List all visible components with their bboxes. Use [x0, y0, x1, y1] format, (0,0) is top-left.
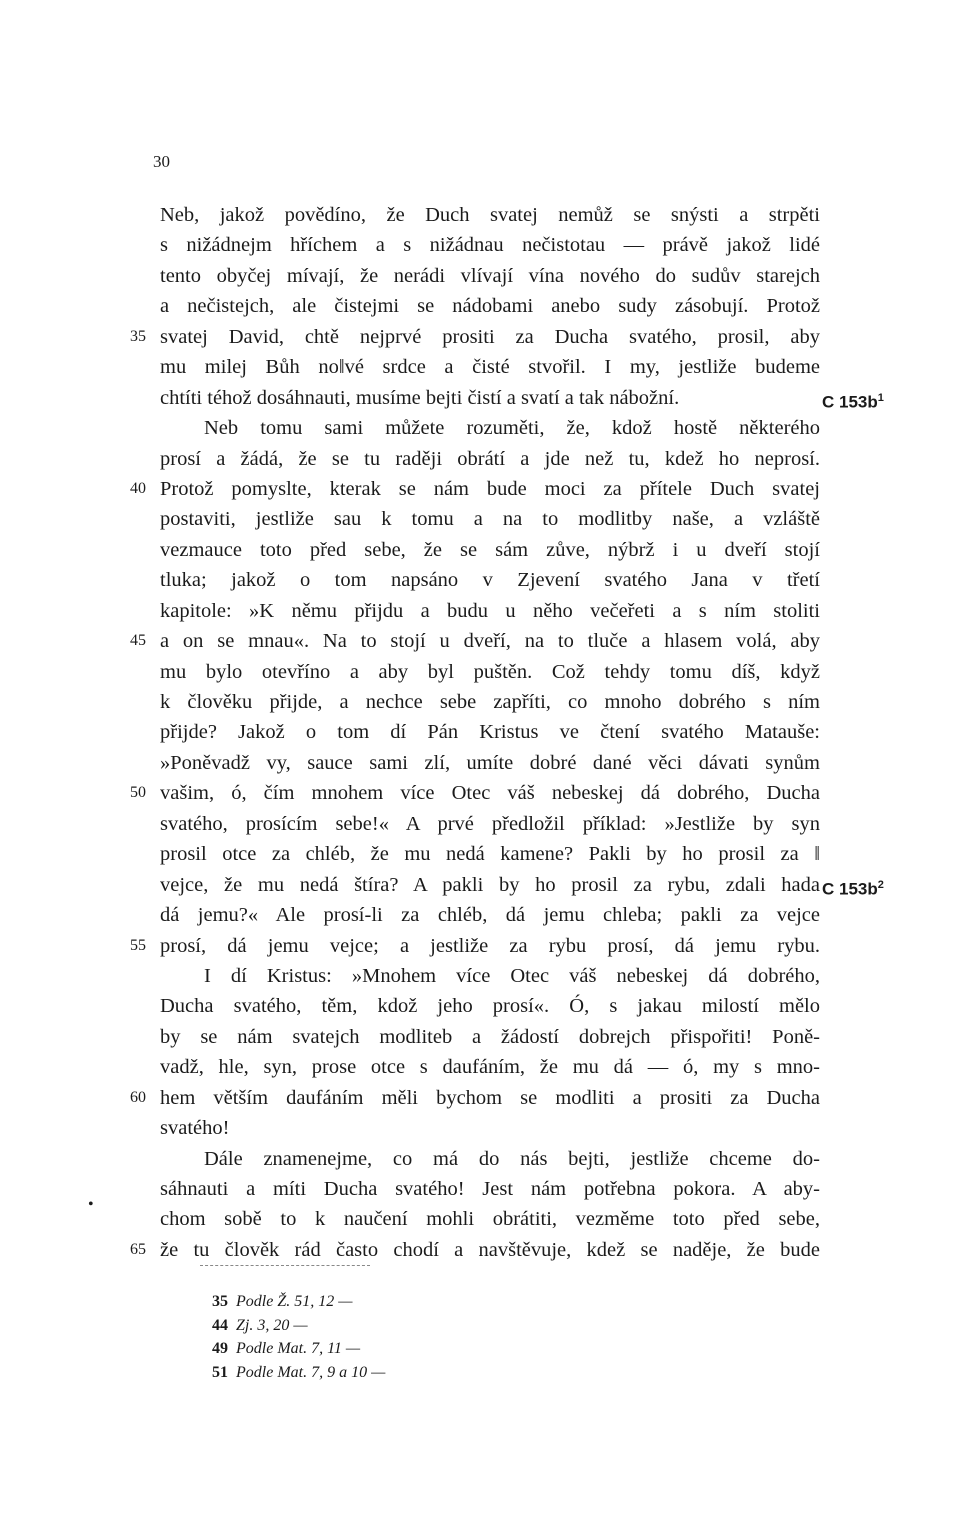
footnote-number: 51	[212, 1363, 228, 1381]
text-line	[160, 230, 820, 260]
line-text: kapitole: »K němu přijdu a budu u něho večeřeti a s ním stoliti	[160, 599, 820, 622]
line-number: 40	[130, 479, 146, 497]
line-number: 35	[130, 327, 146, 345]
footnote	[212, 1314, 385, 1338]
margin-reference-sup: 2	[877, 878, 884, 891]
line-text: »Poněvadž vy, sauce sami zlí, umíte dobré dané věci dávati synům	[160, 751, 820, 774]
text-line	[160, 687, 820, 717]
text-line	[160, 809, 820, 839]
footnote-number: 49	[212, 1340, 228, 1357]
text-line	[160, 1022, 820, 1052]
text-line	[130, 931, 820, 961]
text-line	[130, 1235, 820, 1265]
line-text: I dí Kristus: »Mnohem více Otec váš nebeskej dá dobrého,	[204, 964, 820, 987]
margin-reference-text: C 153b	[822, 392, 878, 412]
margin-reference-text: C 153b	[822, 879, 878, 899]
footnote-text: Podle Ž. 51, 12 —	[236, 1293, 353, 1310]
line-text: dá jemu?« Ale prosí-li za chléb, dá jemu chleba; pakli za vejce	[160, 904, 820, 927]
line-number: 55	[130, 936, 146, 954]
line-text: a on se mnau«. Na to stojí u dveří, na to tluče a hlasem volá, aby	[160, 630, 820, 653]
text-line	[160, 961, 820, 991]
page-number: 30	[153, 152, 170, 171]
line-text: chtíti téhož dosáhnauti, musíme bejti čistí a svatí a tak nábožní.	[160, 386, 680, 409]
line-text: vašim, ó, čím mnohem více Otec váš nebeskej dá dobrého, Ducha	[160, 782, 820, 805]
line-text: tento obyčej mívají, že nerádi vlívají vína nového do sudův starejch	[160, 264, 820, 287]
text-line	[160, 596, 820, 626]
line-text: hem větším daufáním měli bychom se modliti a prositi za Ducha	[160, 1086, 820, 1109]
margin-reference-sup: 1	[877, 391, 884, 404]
text-line	[160, 900, 820, 930]
line-number: 60	[130, 1088, 146, 1106]
footnote	[212, 1337, 385, 1361]
text-line	[160, 413, 820, 443]
line-text: a nečistejch, ale čistejmi se nádobami anebo sudy zásobují. Protož	[160, 295, 820, 318]
line-text: Protož pomyslte, kterak se nám bude moci za přítele Duch svatej	[160, 477, 820, 500]
text-line	[160, 200, 820, 230]
line-text: prosí, dá jemu vejce; a jestliže za rybu prosí, dá jemu rybu.	[160, 934, 820, 957]
line-text: chom sobě to k naučení mohli obrátiti, vezměme toto před sebe,	[160, 1208, 820, 1231]
text-line	[160, 1174, 820, 1204]
line-text: sáhnauti a míti Ducha svatého! Jest nám potřebna pokora. A aby-	[160, 1178, 820, 1200]
main-text	[130, 200, 884, 1265]
text-line	[160, 1113, 820, 1143]
text-line	[160, 352, 820, 382]
margin-reference	[822, 870, 884, 905]
line-text: mu bylo otevříno a aby byl puštěn. Což tehdy tomu díš, když	[160, 660, 820, 683]
line-text: mu milej Bůh no‖vé srdce a čisté stvořil. I my, jestliže budeme	[160, 356, 820, 379]
text-line	[160, 504, 820, 534]
footnote-divider	[200, 1265, 370, 1266]
line-text: by se nám svatejch modliteb a žádostí dobrejch přispořiti! Poně-	[160, 1025, 820, 1048]
text-line	[160, 535, 820, 565]
footnote	[212, 1290, 385, 1314]
text-line	[130, 1083, 820, 1113]
stray-dot-mark: •	[88, 1196, 94, 1213]
line-text: Neb tomu sami můžete rozuměti, že, kdož hostě některého	[204, 417, 820, 440]
text-line	[160, 1204, 820, 1234]
text-line	[130, 322, 820, 352]
footnotes	[212, 1290, 385, 1384]
footnote-number: 35	[212, 1293, 228, 1310]
text-line	[160, 1052, 820, 1082]
line-text: vejce, že mu nedá štíra? A pakli by ho prosil za rybu, zdali hada	[160, 873, 820, 896]
line-text: Dále znamenejme, co má do nás bejti, jestliže chceme do-	[204, 1147, 820, 1170]
footnote-text: Podle Mat. 7, 11 —	[236, 1340, 361, 1357]
text-line	[130, 778, 820, 808]
text-line	[160, 291, 820, 321]
line-text: postaviti, jestliže sau k tomu a na to modlitby naše, a vzláště	[160, 508, 820, 531]
text-line	[160, 657, 820, 687]
line-text: svatej David, chtě nejprvé prositi za Ducha svatého, prosil, aby	[160, 325, 820, 348]
line-number: 50	[130, 784, 146, 802]
text-line	[160, 870, 884, 900]
line-text: vadž, hle, syn, prose otce s daufáním, že mu dá — ó, my s mno-	[160, 1056, 820, 1079]
line-text: tluka; jakož o tom napsáno v Zjevení svatého Jana v třetí	[160, 569, 820, 592]
line-number: 45	[130, 632, 146, 650]
line-text: s nižádnejm hříchem a s nižádnau nečistotau — právě jakož lidé	[160, 234, 820, 257]
text-line	[160, 717, 820, 747]
text-line	[130, 474, 820, 504]
line-text: prosí a žádá, že se tu raději obrátí a jde než tu, kdež ho neprosí.	[160, 447, 820, 470]
line-text: přijde? Jakož o tom dí Pán Kristus ve čtení svatého Matauše:	[160, 721, 820, 744]
text-line	[160, 261, 820, 291]
text-line	[160, 1144, 820, 1174]
line-text: že tu člověk rád často chodí a navštěvuje, kdež se naděje, že bude	[160, 1238, 820, 1261]
text-line	[160, 748, 820, 778]
line-text: vezmauce toto před sebe, že se sám zůve, nýbrž i u dveří stojí	[160, 538, 820, 561]
text-line	[160, 444, 820, 474]
line-number: 65	[130, 1240, 146, 1258]
footnote-text: Zj. 3, 20 —	[236, 1316, 308, 1334]
text-line	[160, 565, 820, 595]
text-line	[130, 626, 820, 656]
text-line	[160, 839, 820, 869]
line-text: prosil otce za chléb, že mu nedá kamene? Pakli by ho prosil za ‖	[160, 843, 820, 866]
margin-reference	[822, 383, 884, 418]
footnote-text: Podle Mat. 7, 9 a 10 —	[236, 1363, 386, 1381]
line-text: k člověku přijde, a nechce sebe zapříti, co mnoho dobrého s ním	[160, 691, 820, 713]
text-line	[160, 991, 820, 1021]
line-text: svatého!	[160, 1117, 230, 1140]
footnote-number: 44	[212, 1316, 228, 1334]
line-text: Ducha svatého, těm, kdož jeho prosí«. Ó, s jakau milostí mělo	[160, 995, 820, 1018]
line-text: Neb, jakož povědíno, že Duch svatej nemůž se snýsti a strpěti	[160, 204, 820, 226]
text-line	[160, 383, 884, 413]
footnote	[212, 1361, 385, 1385]
line-text: svatého, prosícím sebe!« A prvé předložil příklad: »Jestliže by syn	[160, 812, 820, 835]
